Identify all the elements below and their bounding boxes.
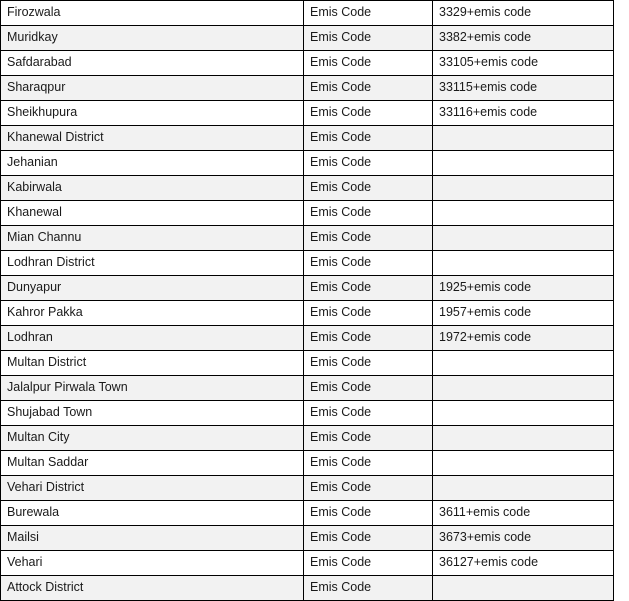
cell-area-name: Sheikhupura bbox=[1, 101, 304, 126]
cell-area-name: Multan City bbox=[1, 426, 304, 451]
table-row bbox=[1, 1, 614, 26]
table-row bbox=[1, 526, 614, 551]
cell-emis-code-value: 36127+emis code bbox=[433, 551, 614, 576]
table-row bbox=[1, 426, 614, 451]
table-row bbox=[1, 251, 614, 276]
cell-code-type: Emis Code bbox=[304, 76, 433, 101]
cell-area-name: Lodhran District bbox=[1, 251, 304, 276]
cell-emis-code-value bbox=[433, 151, 614, 176]
cell-code-type: Emis Code bbox=[304, 301, 433, 326]
cell-emis-code-value bbox=[433, 226, 614, 251]
table-row bbox=[1, 26, 614, 51]
cell-area-name: Safdarabad bbox=[1, 51, 304, 76]
table-row bbox=[1, 451, 614, 476]
cell-emis-code-value bbox=[433, 476, 614, 501]
cell-emis-code-value: 3673+emis code bbox=[433, 526, 614, 551]
table-row bbox=[1, 276, 614, 301]
cell-area-name: Mailsi bbox=[1, 526, 304, 551]
cell-area-name: Vehari District bbox=[1, 476, 304, 501]
cell-code-type: Emis Code bbox=[304, 576, 433, 601]
cell-area-name: Multan District bbox=[1, 351, 304, 376]
table-row bbox=[1, 101, 614, 126]
cell-area-name: Muridkay bbox=[1, 26, 304, 51]
cell-code-type: Emis Code bbox=[304, 226, 433, 251]
table-row bbox=[1, 176, 614, 201]
cell-emis-code-value: 33116+emis code bbox=[433, 101, 614, 126]
cell-area-name: Shujabad Town bbox=[1, 401, 304, 426]
cell-emis-code-value: 3382+emis code bbox=[433, 26, 614, 51]
cell-area-name: Jehanian bbox=[1, 151, 304, 176]
table-row bbox=[1, 126, 614, 151]
cell-emis-code-value: 1957+emis code bbox=[433, 301, 614, 326]
cell-emis-code-value: 33105+emis code bbox=[433, 51, 614, 76]
cell-code-type: Emis Code bbox=[304, 101, 433, 126]
cell-emis-code-value: 3329+emis code bbox=[433, 1, 614, 26]
table-row bbox=[1, 76, 614, 101]
cell-code-type: Emis Code bbox=[304, 376, 433, 401]
cell-emis-code-value bbox=[433, 251, 614, 276]
table-row bbox=[1, 351, 614, 376]
cell-code-type: Emis Code bbox=[304, 251, 433, 276]
cell-code-type: Emis Code bbox=[304, 201, 433, 226]
cell-emis-code-value bbox=[433, 401, 614, 426]
table-row bbox=[1, 201, 614, 226]
cell-area-name: Attock District bbox=[1, 576, 304, 601]
table-row bbox=[1, 576, 614, 601]
cell-area-name: Jalalpur Pirwala Town bbox=[1, 376, 304, 401]
table-row bbox=[1, 151, 614, 176]
cell-emis-code-value bbox=[433, 201, 614, 226]
cell-code-type: Emis Code bbox=[304, 551, 433, 576]
table-row bbox=[1, 301, 614, 326]
cell-code-type: Emis Code bbox=[304, 126, 433, 151]
cell-emis-code-value bbox=[433, 451, 614, 476]
cell-code-type: Emis Code bbox=[304, 51, 433, 76]
cell-code-type: Emis Code bbox=[304, 1, 433, 26]
table-row bbox=[1, 501, 614, 526]
table-row bbox=[1, 226, 614, 251]
cell-area-name: Khanewal bbox=[1, 201, 304, 226]
cell-area-name: Dunyapur bbox=[1, 276, 304, 301]
table-row bbox=[1, 376, 614, 401]
cell-emis-code-value bbox=[433, 426, 614, 451]
cell-area-name: Kabirwala bbox=[1, 176, 304, 201]
table-row bbox=[1, 401, 614, 426]
cell-emis-code-value bbox=[433, 376, 614, 401]
cell-emis-code-value: 1972+emis code bbox=[433, 326, 614, 351]
cell-emis-code-value bbox=[433, 126, 614, 151]
cell-area-name: Sharaqpur bbox=[1, 76, 304, 101]
table-row bbox=[1, 51, 614, 76]
cell-area-name: Mian Channu bbox=[1, 226, 304, 251]
cell-area-name: Vehari bbox=[1, 551, 304, 576]
cell-area-name: Kahror Pakka bbox=[1, 301, 304, 326]
cell-code-type: Emis Code bbox=[304, 401, 433, 426]
cell-area-name: Lodhran bbox=[1, 326, 304, 351]
cell-code-type: Emis Code bbox=[304, 501, 433, 526]
cell-code-type: Emis Code bbox=[304, 451, 433, 476]
cell-area-name: Firozwala bbox=[1, 1, 304, 26]
cell-code-type: Emis Code bbox=[304, 276, 433, 301]
cell-code-type: Emis Code bbox=[304, 151, 433, 176]
cell-emis-code-value bbox=[433, 576, 614, 601]
cell-code-type: Emis Code bbox=[304, 26, 433, 51]
cell-code-type: Emis Code bbox=[304, 426, 433, 451]
table-row bbox=[1, 551, 614, 576]
cell-area-name: Multan Saddar bbox=[1, 451, 304, 476]
cell-emis-code-value bbox=[433, 176, 614, 201]
cell-emis-code-value: 3611+emis code bbox=[433, 501, 614, 526]
cell-code-type: Emis Code bbox=[304, 526, 433, 551]
cell-code-type: Emis Code bbox=[304, 476, 433, 501]
cell-code-type: Emis Code bbox=[304, 351, 433, 376]
cell-emis-code-value: 1925+emis code bbox=[433, 276, 614, 301]
cell-area-name: Khanewal District bbox=[1, 126, 304, 151]
cell-emis-code-value: 33115+emis code bbox=[433, 76, 614, 101]
cell-code-type: Emis Code bbox=[304, 176, 433, 201]
table-row bbox=[1, 326, 614, 351]
cell-area-name: Burewala bbox=[1, 501, 304, 526]
cell-code-type: Emis Code bbox=[304, 326, 433, 351]
table-body bbox=[1, 1, 614, 601]
table-row bbox=[1, 476, 614, 501]
cell-emis-code-value bbox=[433, 351, 614, 376]
